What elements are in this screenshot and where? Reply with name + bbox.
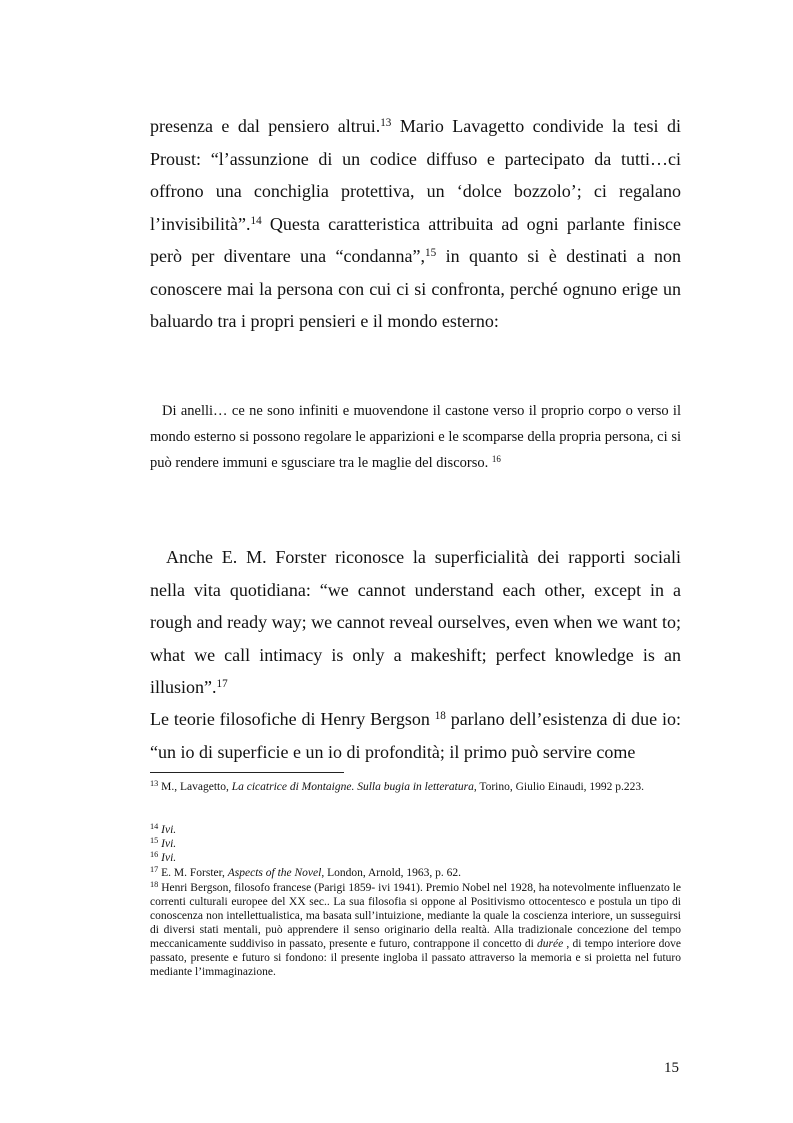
footnote-title: La cicatrice di Montaigne. Sulla bugia in letteratura [231, 781, 474, 793]
footnote-text: M., Lavagetto, [158, 781, 232, 793]
footnote-number: 18 [150, 879, 159, 889]
text-span: Anche E. M. Forster riconosce la superficialità dei rapporti sociali nella vita quotidiana: “we cannot understand each other, except in a rough and ready way; we cannot reveal ourselves, even when we want to; what we call intimacy is only a makeshift; perfect knowledge is an illusion”. [150, 547, 681, 697]
text-span: parlano dell’esistenza di due io: “un io di superficie e un io di profondità; il primo può servire come [150, 709, 682, 762]
text-span: presenza e dal pensiero altrui. [150, 116, 381, 136]
footnote-number: 17 [150, 864, 159, 874]
footnote-number: 14 [150, 821, 159, 831]
footnote-14 [150, 823, 681, 837]
footnote-title: Ivi. [161, 852, 177, 864]
footnote-13 [150, 780, 681, 794]
footnote-text: E. M. Forster, [158, 867, 228, 879]
text-span: Mario Lavagetto condivide la tesi di Proust: “l’assunzione di un codice diffuso e partecipato da tutti…ci offrono una conchiglia protettiva, un ‘dolce bozzolo’; ci regalano l’invisibilità”. [150, 116, 682, 234]
footnote-title: Aspects of the Novel [227, 867, 322, 879]
footnote-text: Henri Bergson, filosofo francese (Parigi 1859- ivi 1941). Premio Nobel nel 1928, ha notevolmente influenzato le correnti culturali europee del XX sec.. La sua filosofia si oppone al Positivismo ottocentesco e postula un tipo di conoscenza non intellettualistica, ma basata sull’intuizione, mediante la quale la coscienza interiore, un susseguirsi di diversi stati mentali, può apprendere il senso originario della realtà. Alla tradizionale concezione del tempo meccanicamente suddiviso in passato, presente e futuro, contrappone il concetto di [150, 882, 681, 950]
footnote-ref-16[interactable]: 16 [491, 454, 501, 465]
footnote-ref-14[interactable]: 14 [250, 214, 262, 227]
text-span: in quanto si è destinati a non conoscere mai la persona con cui ci si confronta, perché ognuno erige un baluardo tra i propri pensieri e il mondo esterno: [150, 246, 681, 331]
body-paragraph-2 [150, 541, 681, 704]
footnote-ref-15[interactable]: 15 [425, 246, 437, 259]
footnote-18 [150, 881, 681, 979]
footnote-15 [150, 837, 681, 851]
body-paragraph-3 [150, 703, 681, 768]
footnote-separator [150, 772, 344, 773]
footnote-text: , di tempo interiore dove passato, presente e futuro si fondono: il presente ingloba il passato attraverso la memoria e si proietta nel futuro mediante l’immaginazione. [150, 938, 682, 978]
body-paragraph-1 [150, 110, 681, 338]
footnote-title: Ivi. [161, 838, 177, 850]
footnote-17 [150, 866, 681, 880]
page-number: 15 [664, 1060, 679, 1076]
footnote-number: 16 [150, 849, 159, 859]
text-span: Questa caratteristica attribuita ad ogni parlante finisce però per diventare una “condanna”, [150, 213, 681, 266]
footnote-ref-17[interactable]: 17 [216, 677, 228, 690]
text-span: Le teorie filosofiche di Henry Bergson [150, 709, 435, 729]
footnote-text: , Torino, Giulio Einaudi, 1992 p.223. [473, 781, 645, 793]
footnote-ref-13[interactable]: 13 [380, 116, 392, 129]
footnote-number: 13 [150, 778, 159, 788]
footnote-number: 15 [150, 835, 159, 845]
footnote-ref-18[interactable]: 18 [434, 709, 446, 722]
block-quote [150, 398, 681, 476]
footnote-16 [150, 851, 681, 865]
footnote-title: Ivi. [161, 824, 177, 836]
footnote-title: durée [537, 938, 564, 950]
footnote-text: , London, Arnold, 1963, p. 62. [321, 867, 461, 879]
quote-text: Di anelli… ce ne sono infiniti e muovendone il castone verso il proprio corpo o verso il mondo esterno si possono regolare le apparizioni e le scomparse della propria persona, ci si può rendere immuni e sgusciare tra le maglie del discorso. [150, 403, 681, 471]
